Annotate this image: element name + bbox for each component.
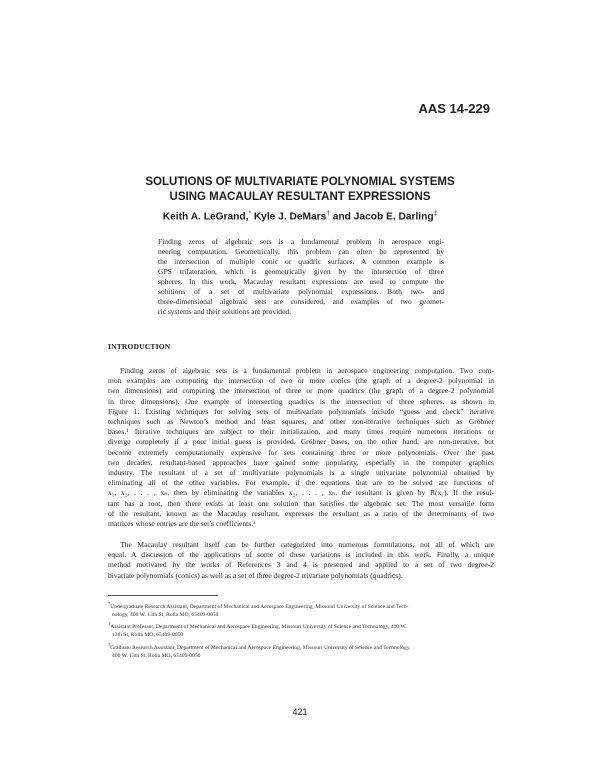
paragraph-line: in three dimensions). One example of intersecting quadrics is the intersection of three spheres, as shown in [108, 396, 494, 406]
paragraph-line: The Macaulay resultant itself can be further categorized into numerous formulations, not all of which are [120, 540, 494, 549]
paragraph-line: equal. A discussion of the applications of some of these variations is included in this work. Finally, a unique [108, 550, 494, 560]
paragraph-line: two decades, resultant-based approaches have gained some popularity, especially in the computer graphics [108, 457, 494, 467]
abstract-line: Finding zeros of algebraic sets is a fundamental problem in aerospace engi- [158, 237, 444, 246]
paragraph-line: become extremely computationally expensive for sets containing three or more polynomials. Over the past [108, 447, 494, 457]
paragraph-line: bivariate polynomials (conics) as well as a set of three degree-2 trivariate polynomials (quadrics). [108, 570, 403, 580]
paragraph-line: mon examples are computing the intersection of two or more conics (the graph of a degree-2 polynomial in [108, 376, 494, 386]
abstract-line: spheres. In this work, Macaulay resultant expressions are used to compute the [158, 277, 444, 286]
title-line: SOLUTIONS OF MULTIVARIATE POLYNOMIAL SYSTEMS [145, 176, 455, 188]
paper-id: AAS 14-229 [418, 101, 490, 116]
footnote-text: Graduate Research Assistant, Department of Mechanical and Aerospace Engineering, Missouri University of Science and Technology, [110, 644, 411, 651]
footnote [108, 620, 494, 639]
title-line: USING MACAULAY RESULTANT EXPRESSIONS [169, 191, 431, 203]
author-name: Jacob E. Darling [353, 211, 434, 223]
page-number: 421 [292, 707, 308, 717]
author-footnote-mark: † [326, 210, 330, 217]
abstract-line: the intersection of multiple conic or quadric surfaces. A common example is [158, 257, 444, 266]
section-heading: INTRODUCTION [108, 342, 171, 351]
body-paragraph [108, 540, 494, 581]
abstract-line: GPS trilateration, which is geometrically given by the intersection of three [158, 267, 444, 276]
paragraph-line: Figure 1. Existing techniques for solving sets of multivariate polynomials include “guess and check” iterative [108, 406, 494, 416]
footnote-text: 400 W. 13th St, Rolla MO, 65409-0050 [112, 652, 201, 659]
abstract-line: solutions of a set of multivariate polynomial expressions. Both two- and [158, 287, 444, 296]
paragraph-line: Finding zeros of algebraic sets is a fundamental problem in aerospace engineering computation. Two com- [120, 366, 494, 375]
footnote-mark: † [108, 621, 111, 627]
paragraph-line: of the resultant, known as the Macaulay resultant, expresses the resultant as a ratio of the determinants of two [108, 508, 494, 518]
paragraph-line: industry. The resultant of a set of multivariate polynomials is a single univariate polynomial obtained by [108, 468, 494, 478]
author-footnote-mark: * [248, 210, 251, 217]
abstract-line: three-dimensional algebraic sets are considered, and examples of two geomet- [158, 297, 444, 306]
author-name: Keith A. LeGrand, [162, 211, 249, 223]
paragraph-line: method motivated by the works of References 3 and 4 is presented and applied to a set of two degree-2 [108, 560, 494, 570]
footnote-text: Assistant Professor, Department of Mechanical and Aerospace Engineering, Missouri University of Science and Technology, 400 W. [110, 624, 407, 631]
paragraph-line: tant has a root, then there exists at least one solution that satisfies the algebraic set. The most versatile form [108, 498, 494, 508]
body-paragraph [108, 366, 494, 529]
abstract [158, 237, 444, 317]
author-footnote-mark: ‡ [433, 210, 438, 217]
author-conjunction: and [332, 211, 351, 223]
footnote-text: nology, 400 W. 13th St, Rolla MO, 65409-0050 [112, 611, 219, 618]
abstract-line: ric systems and their solutions are provided. [158, 307, 292, 316]
footnote-mark: ‡ [108, 641, 111, 647]
author-name: Kyle J. DeMars [253, 211, 327, 223]
footnote-text: 13th St, Rolla MO, 65409-0050 [112, 632, 184, 639]
paragraph-line: diverge completely if a poor initial guess is provided. Gröbner bases, on the other hand, are non-iterative, but [108, 437, 494, 447]
footnote [108, 600, 494, 619]
paragraph-line: techniques such as Newton’s method and least squares, and other non-iterative techniques such as Gröbner [108, 417, 494, 427]
paragraph-line: bases.¹ Iterative techniques are subject to their initialization, and many times require numerous iterations or [108, 427, 494, 437]
footnote-mark: * [108, 601, 111, 606]
author-list [100, 210, 500, 222]
paragraph-line: x₁, x₂, . . . , xₙ, then by eliminating the variables x₂, . . . , xₙ, the resultant is given by R(x₁). If the resul- [108, 488, 494, 498]
paragraph-line: matrices whose entries are the set’s coefficients.² [108, 519, 256, 529]
footnote-text: Undergraduate Research Assistant, Department of Mechanical and Aerospace Engineering, Missouri University of Science and Tech- [110, 603, 409, 610]
abstract-line: neering computation. Geometrically, this problem can often be represented by [158, 247, 444, 256]
footnotes [108, 600, 494, 661]
paragraph-line: two dimensions) and computing the intersection of three or more quadrics (the graph of a degree-2 polynomial [108, 386, 494, 396]
footnote [108, 641, 494, 660]
paragraph-line: eliminating all of the other variables. For example, if the equations that are to be solved are functions of [108, 478, 494, 488]
footnote-divider [108, 595, 218, 596]
paper-title [100, 175, 500, 205]
